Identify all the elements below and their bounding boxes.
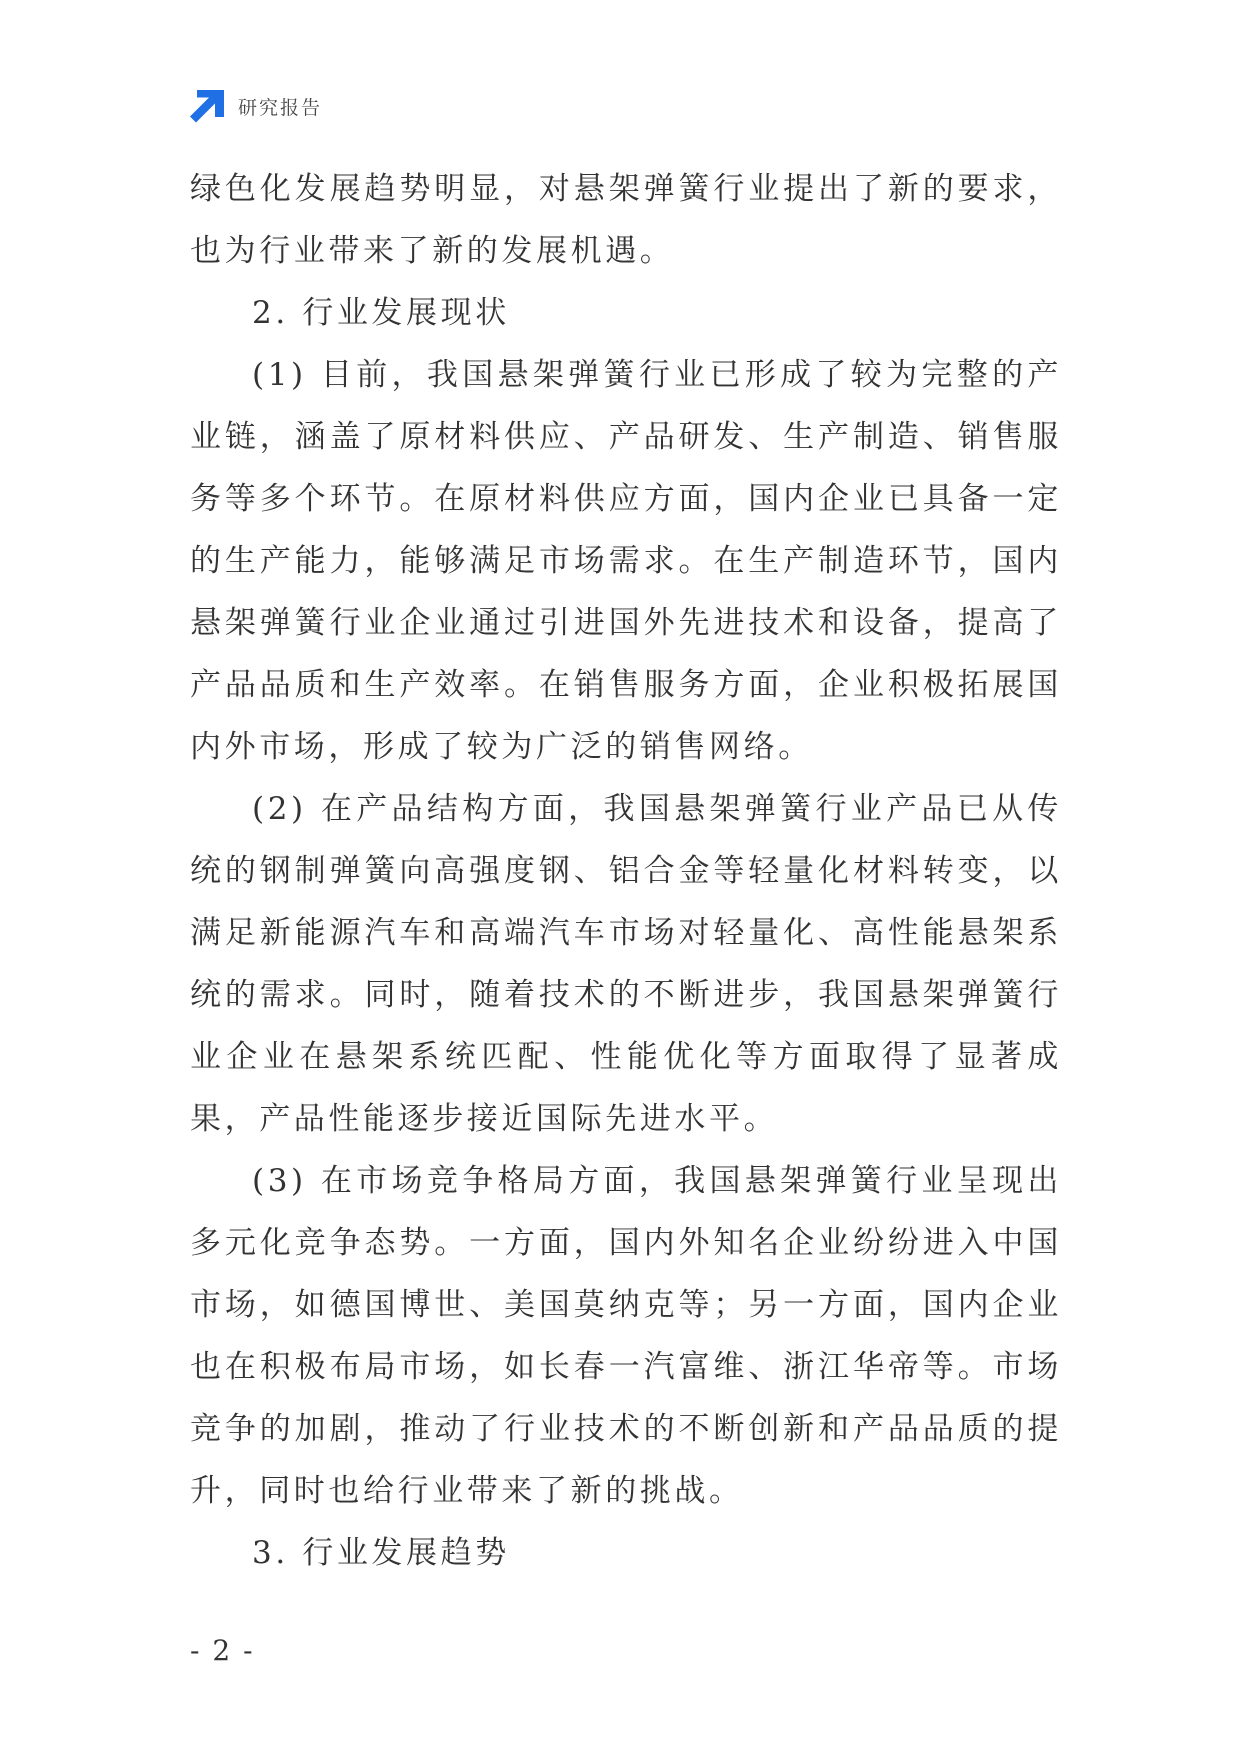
paragraph-3: (3) 在市场竞争格局方面，我国悬架弹簧行业呈现出多元化竞争态势。一方面，国内外知名企业纷纷进入中国市场，如德国博世、美国莫纳克等；另一方面，国内企业也在积极布局市场，如长春一汽富维、浙江华帝等。市场竞争的加剧，推动了行业技术的不断创新和产品品质的提升，同时也给行业带来了新的挑战。 (190, 1163, 1062, 1509)
paragraph-1: (1) 目前，我国悬架弹簧行业已形成了较为完整的产业链，涵盖了原材料供应、产品研发、生产制造、销售服务等多个环节。在原材料供应方面，国内企业已具备一定的生产能力，能够满足市场需求。在生产制造环节，国内悬架弹簧行业企业通过引进国外先进技术和设备，提高了产品品质和生产效率。在销售服务方面，企业积极拓展国内外市场，形成了较为广泛的销售网络。 (190, 357, 1062, 765)
paragraph-2: (2) 在产品结构方面，我国悬架弹簧行业产品已从传统的钢制弹簧向高强度钢、铝合金等轻量化材料转变，以满足新能源汽车和高端汽车市场对轻量化、高性能悬架系统的需求。同时，随着技术的不断进步，我国悬架弹簧行业企业在悬架系统匹配、性能优化等方面取得了显著成果，产品性能逐步接近国际先进水平。 (190, 791, 1062, 1137)
section-heading-trends: 3. 行业发展趋势 (252, 1535, 510, 1571)
page-number: - 2 - (190, 1634, 255, 1667)
arrow-up-right-icon (190, 88, 226, 124)
page-header (190, 88, 322, 124)
document-body (190, 158, 1062, 1584)
report-title: 研究报告 (238, 96, 323, 119)
section-heading-status: 2. 行业发展现状 (252, 295, 510, 331)
intro-paragraph: 绿色化发展趋势明显，对悬架弹簧行业提出了新的要求，也为行业带来了新的发展机遇。 (190, 171, 1062, 269)
